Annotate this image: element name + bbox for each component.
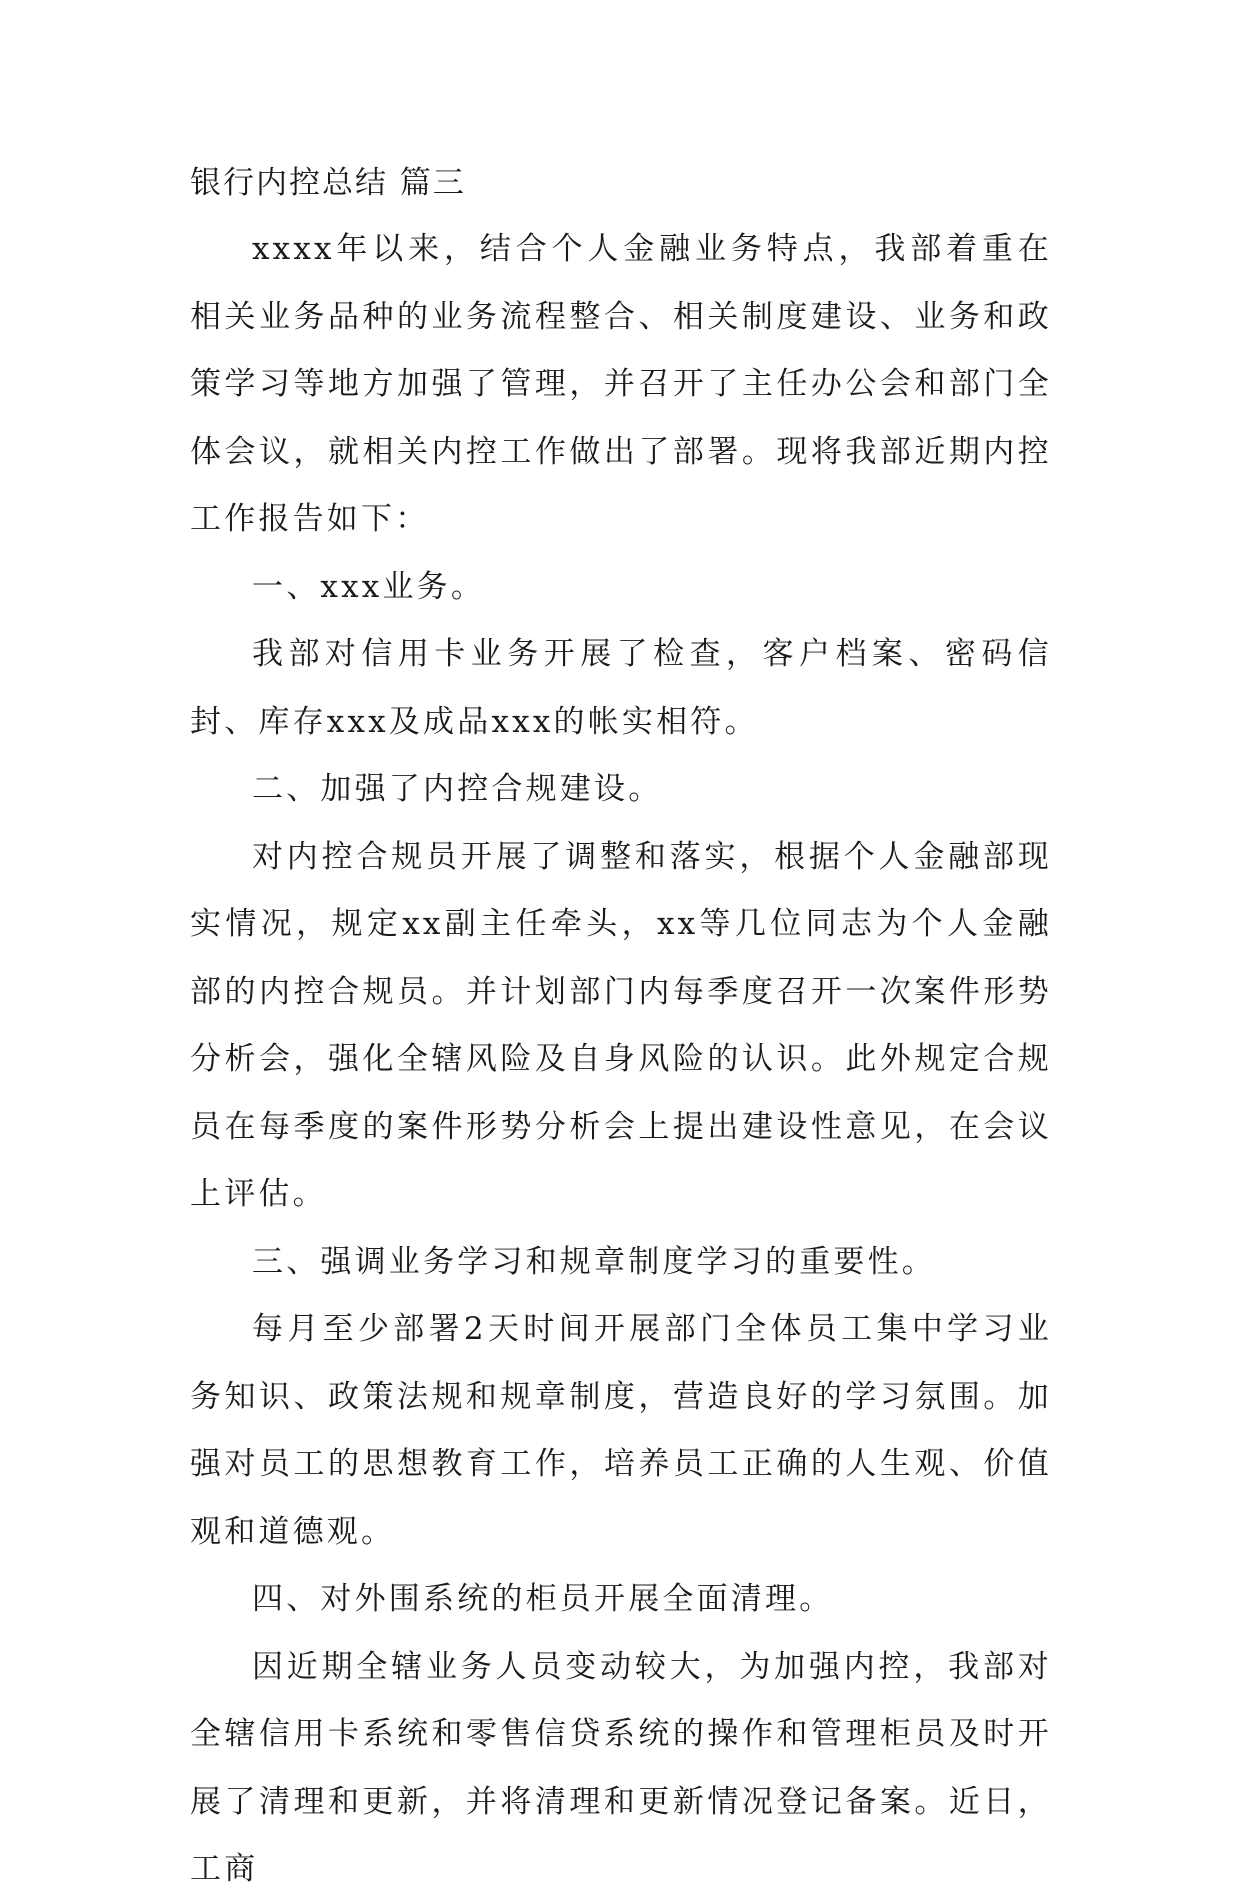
paragraph-section-2: 对内控合规员开展了调整和落实，根据个人金融部现实情况，规定xx副主任牵头，xx等几位同志为个人金融部的内控合规员。并计划部门内每季度召开一次案件形势分析会，强化全辖风险及自身风险的认识。此外规定合规员在每季度的案件形势分析会上提出建设性意见，在会议上评估。	[190, 838, 1052, 1212]
heading-section-2: 二、加强了内控合规建设。	[252, 771, 663, 807]
paragraph-section-4: 因近期全辖业务人员变动较大，为加强内控，我部对全辖信用卡系统和零售信贷系统的操作和管理柜员及时开展了清理和更新，并将清理和更新情况登记备案。近日，工商	[190, 1648, 1052, 1887]
heading-section-3: 三、强调业务学习和规章制度学习的重要性。	[252, 1243, 936, 1280]
heading-section-4: 四、对外围系统的柜员开展全面清理。	[252, 1581, 834, 1617]
document-body	[190, 216, 1052, 1904]
paragraph-section-3: 每月至少部署2天时间开展部门全体员工集中学习业务知识、政策法规和规章制度，营造良好的学习氛围。加强对员工的思想教育工作，培养员工正确的人生观、价值观和道德观。	[190, 1311, 1052, 1550]
heading-section-1: 一、xxx业务。	[252, 568, 486, 605]
paragraph-intro: xxxx年以来，结合个人金融业务特点，我部着重在相关业务品种的业务流程整合、相关制度建设、业务和政策学习等地方加强了管理，并召开了主任办公会和部门全体会议，就相关内控工作做出了部署。现将我部近期内控工作报告如下：	[190, 231, 1052, 537]
paragraph-section-1: 我部对信用卡业务开展了检查，客户档案、密码信封、库存xxx及成品xxx的帐实相符。	[190, 636, 1052, 740]
document-title: 银行内控总结 篇三	[190, 165, 466, 201]
